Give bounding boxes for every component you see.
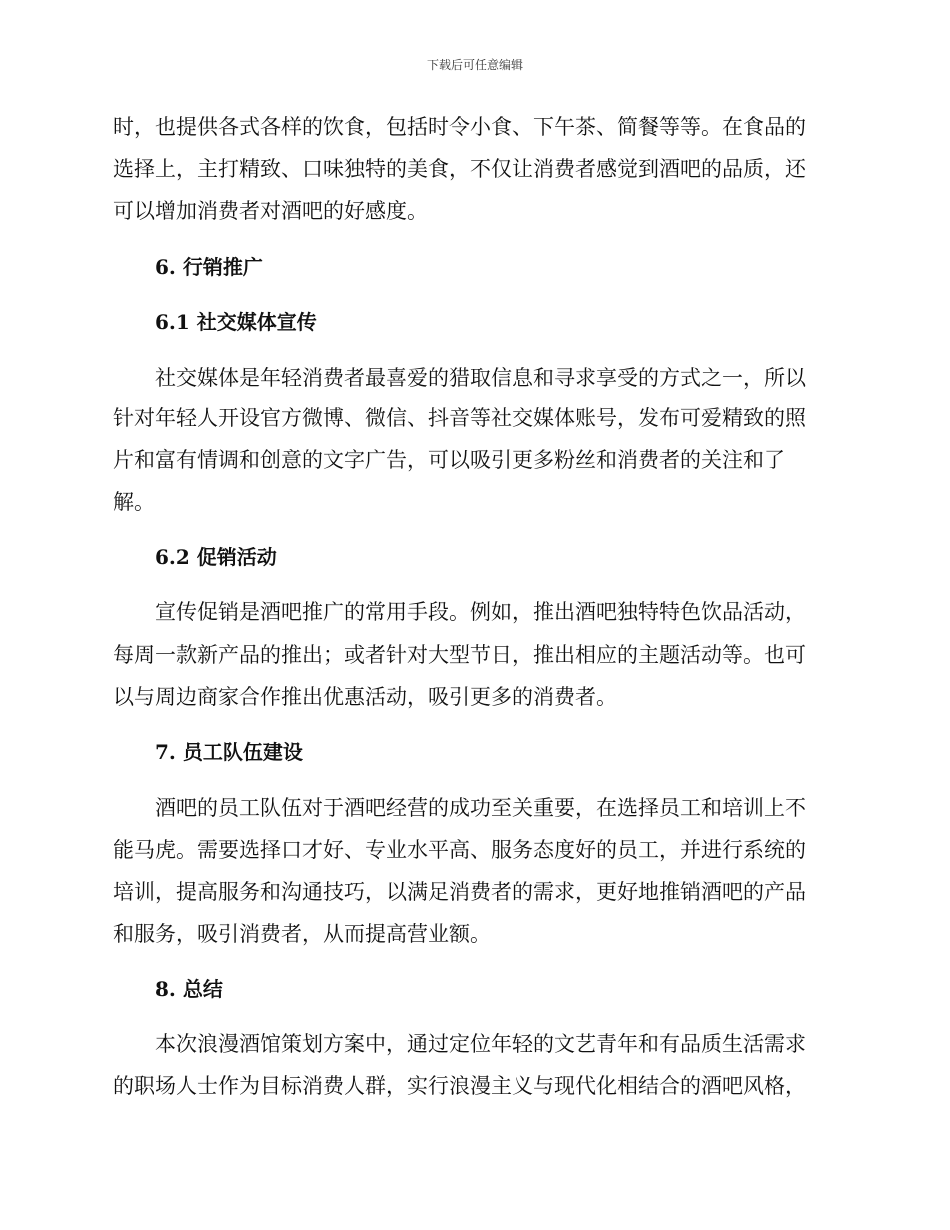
paragraph-line: 本次浪漫酒馆策划方案中，通过定位年轻的文艺青年和有品质生活需求 [155,1032,806,1056]
paragraph-line: 的职场人士作为目标消费人群，实行浪漫主义与现代化相结合的酒吧风格， [113,1074,806,1098]
paragraph-line: 培训，提高服务和沟通技巧，以满足消费者的需求，更好地推销酒吧的产品 [113,880,806,904]
paragraph-line: 时，也提供各式各样的饮食，包括时令小食、下午茶、简餐等等。在食品的 [113,115,806,139]
paragraph-line: 选择上，主打精致、口味独特的美食，不仅让消费者感觉到酒吧的品质，还 [113,157,806,181]
paragraph-line: 可以增加消费者对酒吧的好感度。 [113,199,428,223]
paragraph-line: 宣传促销是酒吧推广的常用手段。例如，推出酒吧独特特色饮品活动， [155,600,806,624]
paragraph-line: 以与周边商家合作推出优惠活动，吸引更多的消费者。 [113,685,617,709]
paragraph-line: 酒吧的员工队伍对于酒吧经营的成功至关重要，在选择员工和培训上不 [155,796,806,820]
paragraph-line: 针对年轻人开设官方微博、微信、抖音等社交媒体账号，发布可爱精致的照 [113,406,806,430]
section-heading-6: 6. 行销推广 [155,255,263,279]
section-heading-6-1: 6.1 社交媒体宣传 [155,310,317,334]
page-header: 下载后可任意编辑 [426,58,523,72]
paragraph-line: 和服务，吸引消费者，从而提高营业额。 [113,922,491,946]
paragraph-line: 片和富有情调和创意的文字广告，可以吸引更多粉丝和消费者的关注和了 [113,448,785,472]
section-heading-6-2: 6.2 促销活动 [155,545,277,569]
section-heading-8: 8. 总结 [155,977,223,1001]
paragraph-line: 能马虎。需要选择口才好、专业水平高、服务态度好的员工，并进行系统的 [113,838,806,862]
paragraph-line: 社交媒体是年轻消费者最喜爱的猎取信息和寻求享受的方式之一，所以 [155,366,806,390]
paragraph-line: 解。 [113,490,155,514]
section-heading-7: 7. 员工队伍建设 [155,740,303,764]
paragraph-line: 每周一款新产品的推出；或者针对大型节日，推出相应的主题活动等。也可 [113,643,806,667]
